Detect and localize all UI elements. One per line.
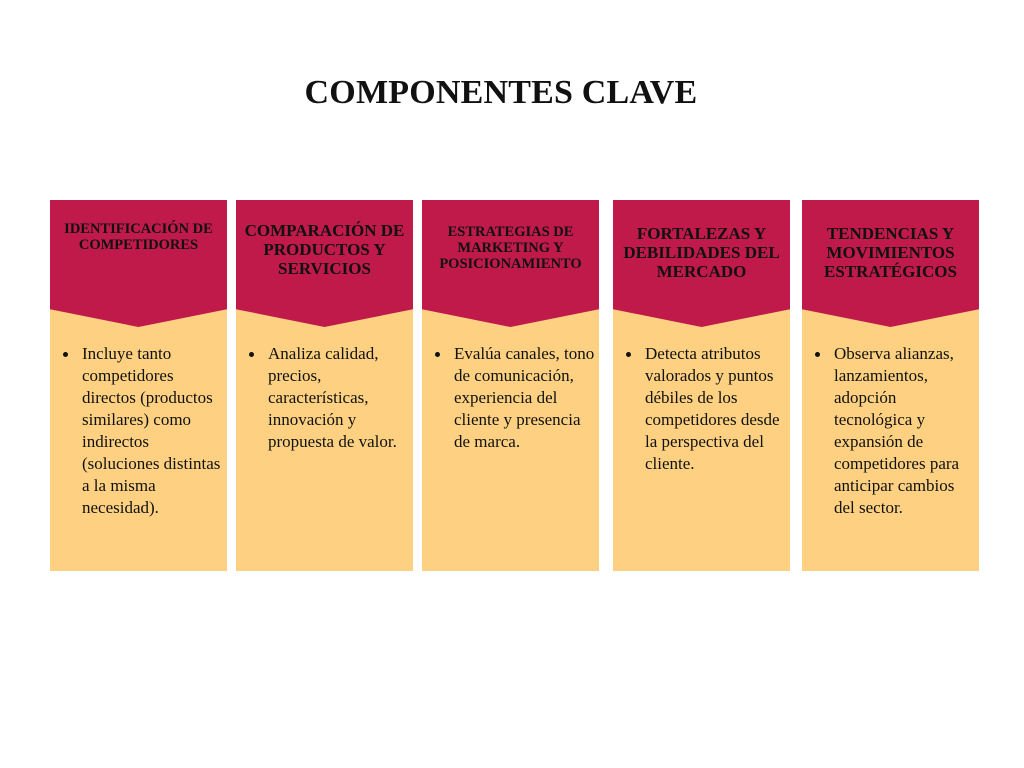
component-column-estrategias [422,200,599,571]
column-bullet-list [236,343,413,453]
bullet-icon [626,352,631,357]
column-header-title: TENDENCIAS Y MOVIMIENTOS ESTRATÉGICOS [824,224,957,281]
component-column-identificacion [50,200,227,571]
column-header-title: FORTALEZAS Y DEBILIDADES DEL MERCADO [623,224,780,281]
page-title: COMPONENTES CLAVE [304,74,698,111]
list-item [236,343,413,453]
list-item [422,343,599,453]
component-column-tendencias [802,200,979,571]
bullet-icon [435,352,440,357]
list-item [802,343,979,519]
bullet-icon [63,352,68,357]
column-bullet-list [613,343,790,475]
column-header-title: COMPARACIÓN DE PRODUCTOS Y SERVICIOS [244,221,405,278]
column-header-arrow [50,200,227,327]
column-bullet-list [802,343,979,519]
component-column-fortalezas [613,200,790,571]
list-item [50,343,227,519]
column-bullet-list [422,343,599,453]
column-bullet-list [50,343,227,519]
list-item-text: Observa alianzas, lanzamientos, adopción tecnológica y expansión de competidores para anticipar cambios del sector. [834,344,960,517]
bullet-icon [249,352,254,357]
column-header-title: ESTRATEGIAS DE MARKETING Y POSICIONAMIENTO [439,224,582,272]
list-item [613,343,790,475]
list-item-text: Analiza calidad, precios, características, innovación y propuesta de valor. [268,344,397,451]
list-item-text: Incluye tanto competidores directos (productos similares) como indirectos (soluciones distintas a la misma necesidad). [82,344,221,517]
column-header-title: IDENTIFICACIÓN DE COMPETIDORES [64,221,213,253]
list-item-text: Detecta atributos valorados y puntos débiles de los competidores desde la perspectiva del cliente. [645,344,780,473]
component-column-comparacion [236,200,413,571]
bullet-icon [815,352,820,357]
list-item-text: Evalúa canales, tono de comunicación, experiencia del cliente y presencia de marca. [454,344,595,451]
